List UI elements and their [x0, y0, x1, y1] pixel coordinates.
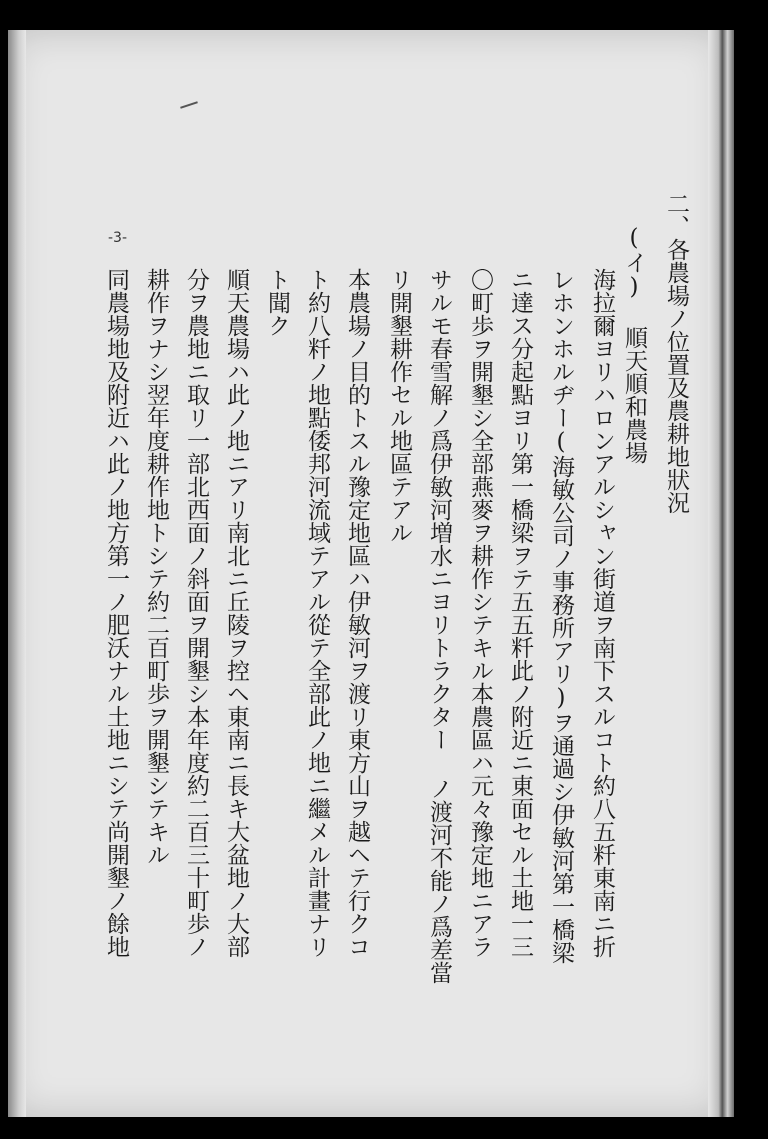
document-page: [8, 30, 726, 1117]
body-line-2: レホンホルヂー(海敏公司ノ事務所アリ)ヲ通過シ伊敏河第一橋梁: [548, 268, 574, 964]
page-mark: -3-: [108, 230, 128, 246]
body-line-11: 分ヲ農地ニ取リ一部北西面ノ斜面ヲ開墾シ本年度約二百三十町歩ノ: [183, 268, 209, 958]
body-line-4: 〇町歩ヲ開墾シ全部燕麥ヲ耕作シテキル本農區ハ元々豫定地ニアラ: [467, 268, 493, 958]
body-line-10: 順天農場ハ此ノ地ニアリ南北ニ丘陵ヲ控ヘ東南ニ長キ大盆地ノ大部: [223, 268, 249, 958]
body-line-1: 海拉爾ヨリハロンアルシャン街道ヲ南下スルコト約八五粁東南ニ折: [589, 268, 615, 958]
ink-mark: [180, 101, 198, 108]
section-title: 二、各農場ノ位置及農耕地狀況: [663, 192, 689, 514]
body-line-5: サルモ春雪解ノ爲伊敏河増水ニヨリトラクター ノ渡河不能ノ爲差當: [426, 268, 452, 984]
body-line-13: 同農場地及附近ハ此ノ地方第一ノ肥沃ナル土地ニシテ尚開墾ノ餘地: [103, 268, 129, 958]
body-line-8: ト約八粁ノ地點倭邦河流域テアル從テ全部此ノ地ニ繼メル計畫ナリ: [304, 268, 330, 958]
body-line-3: ニ達ス分起點ヨリ第一橋梁ヲテ五五粁此ノ附近ニ東面セル土地一三: [507, 268, 533, 958]
page-fore-edge: [708, 30, 734, 1117]
body-line-6: リ開墾耕作セル地區テアル: [386, 268, 412, 544]
body-line-9: ト聞ク: [264, 268, 290, 337]
page-binding-edge: [8, 30, 26, 1117]
body-line-7: 本農場ノ目的トスル豫定地區ハ伊敏河ヲ渡リ東方山ヲ越ヘテ行クコ: [344, 268, 370, 958]
body-line-12: 耕作ヲナシ翌年度耕作地トシテ約二百町歩ヲ開墾シテキル: [143, 268, 169, 866]
subsection-title: (イ) 順天順和農場: [621, 225, 647, 464]
